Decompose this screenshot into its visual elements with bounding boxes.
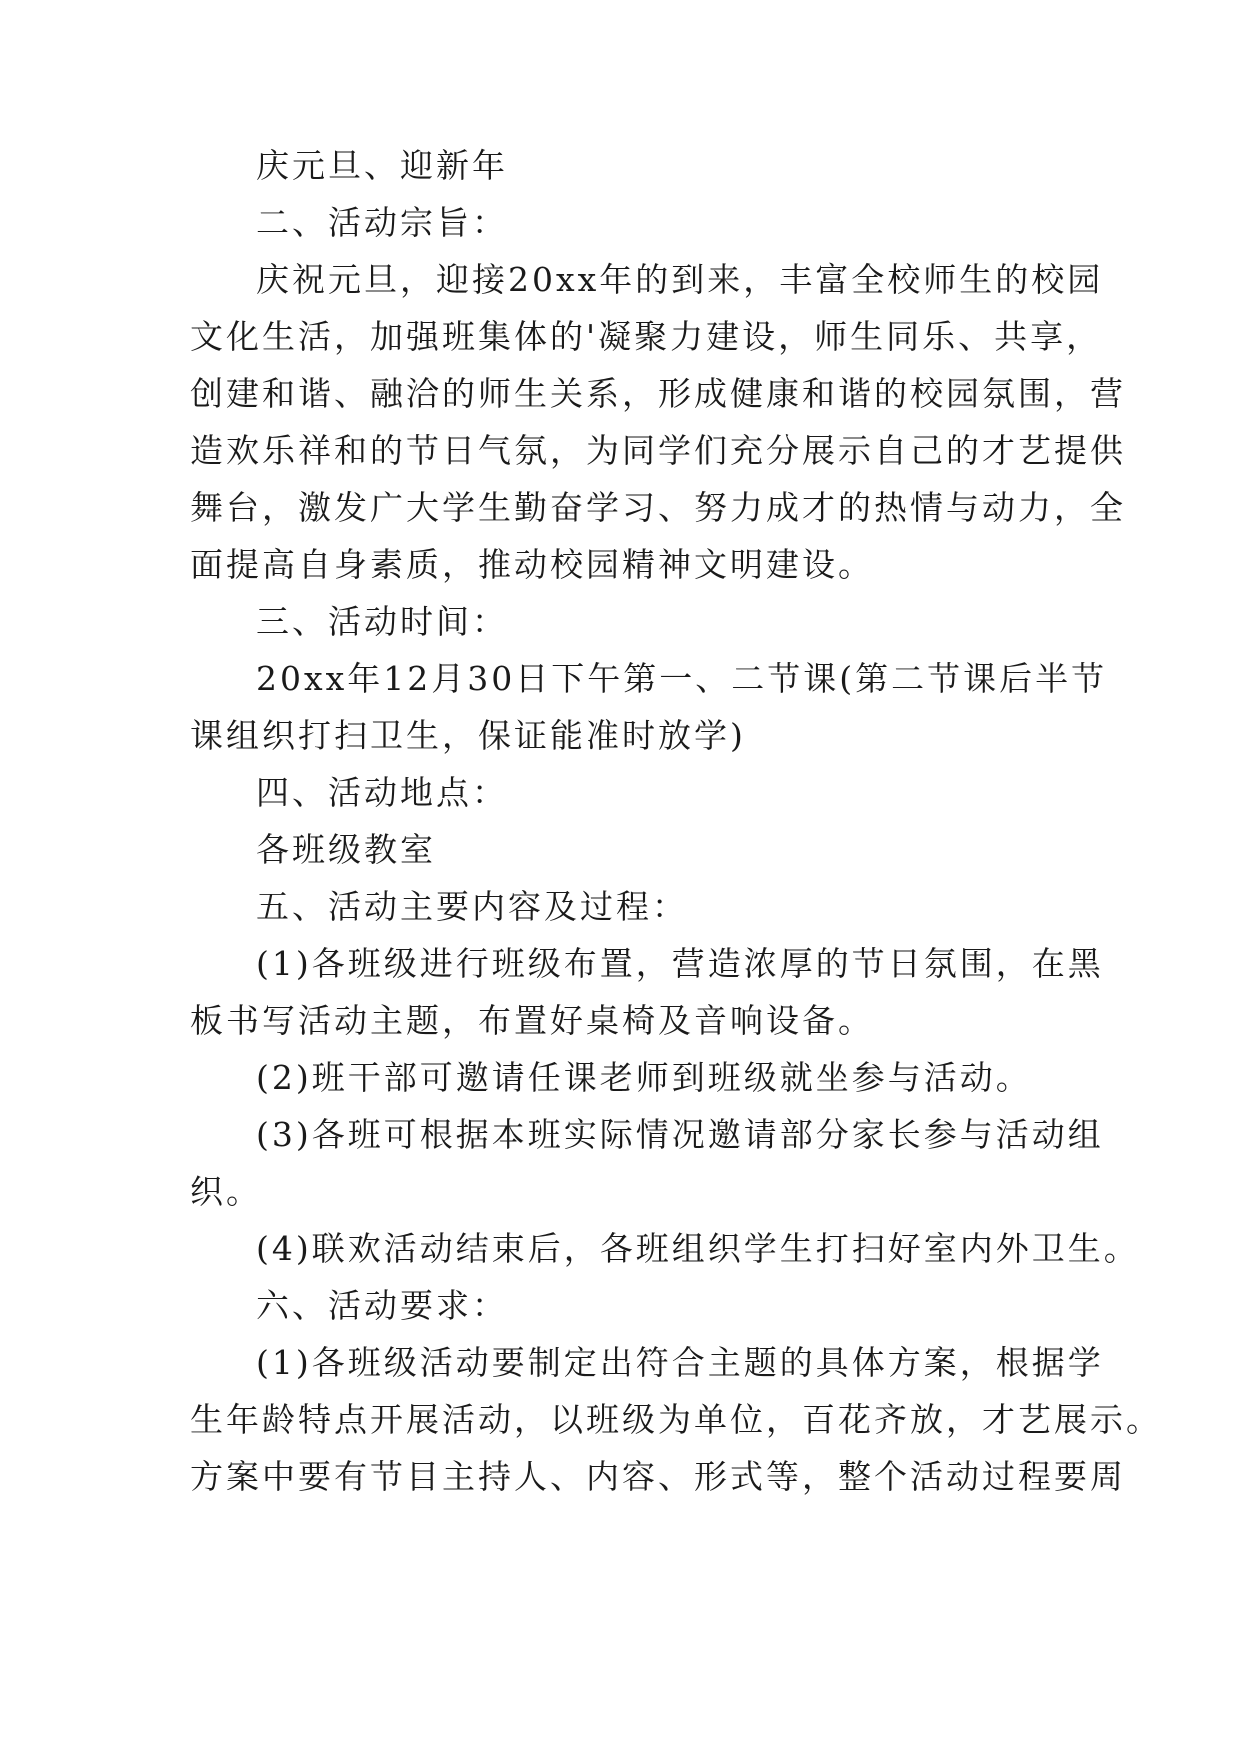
- paragraph-line: (3)各班可根据本班实际情况邀请部分家长参与活动组: [256, 1115, 1104, 1154]
- paragraph-line: 20xx年12月30日下午第一、二节课(第二节课后半节: [256, 659, 1108, 698]
- heading-celebrate: 庆元旦、迎新年: [256, 146, 508, 185]
- paragraph-line: 织。: [190, 1172, 262, 1211]
- paragraph-line: (1)各班级活动要制定出符合主题的具体方案，根据学: [256, 1343, 1104, 1382]
- paragraph-line: 创建和谐、融洽的师生关系，形成健康和谐的校园氛围，营: [190, 374, 1126, 413]
- paragraph-line: (4)联欢活动结束后，各班组织学生打扫好室内外卫生。: [256, 1229, 1140, 1268]
- section-heading-purpose: 二、活动宗旨：: [256, 203, 508, 242]
- paragraph-line: (1)各班级进行班级布置，营造浓厚的节日氛围，在黑: [256, 944, 1104, 983]
- paragraph-line: 舞台，激发广大学生勤奋学习、努力成才的热情与动力，全: [190, 488, 1126, 527]
- paragraph-line: 各班级教室: [256, 830, 436, 869]
- section-heading-requirements: 六、活动要求：: [256, 1286, 508, 1325]
- paragraph-line: 造欢乐祥和的节日气氛，为同学们充分展示自己的才艺提供: [190, 431, 1126, 470]
- section-heading-location: 四、活动地点：: [256, 773, 508, 812]
- section-heading-time: 三、活动时间：: [256, 602, 508, 641]
- paragraph-line: 课组织打扫卫生，保证能准时放学): [190, 716, 746, 755]
- paragraph-line: (2)班干部可邀请任课老师到班级就坐参与活动。: [256, 1058, 1032, 1097]
- paragraph-line: 面提高自身素质，推动校园精神文明建设。: [190, 545, 874, 584]
- paragraph-line: 生年龄特点开展活动，以班级为单位，百花齐放，才艺展示。: [190, 1400, 1162, 1439]
- paragraph-line: 庆祝元旦，迎接20xx年的到来，丰富全校师生的校园: [256, 260, 1104, 299]
- section-heading-content: 五、活动主要内容及过程：: [256, 887, 688, 926]
- paragraph-line: 板书写活动主题，布置好桌椅及音响设备。: [190, 1001, 874, 1040]
- paragraph-line: 文化生活，加强班集体的'凝聚力建设，师生同乐、共享，: [190, 317, 1103, 356]
- paragraph-line: 方案中要有节目主持人、内容、形式等，整个活动过程要周: [190, 1457, 1126, 1496]
